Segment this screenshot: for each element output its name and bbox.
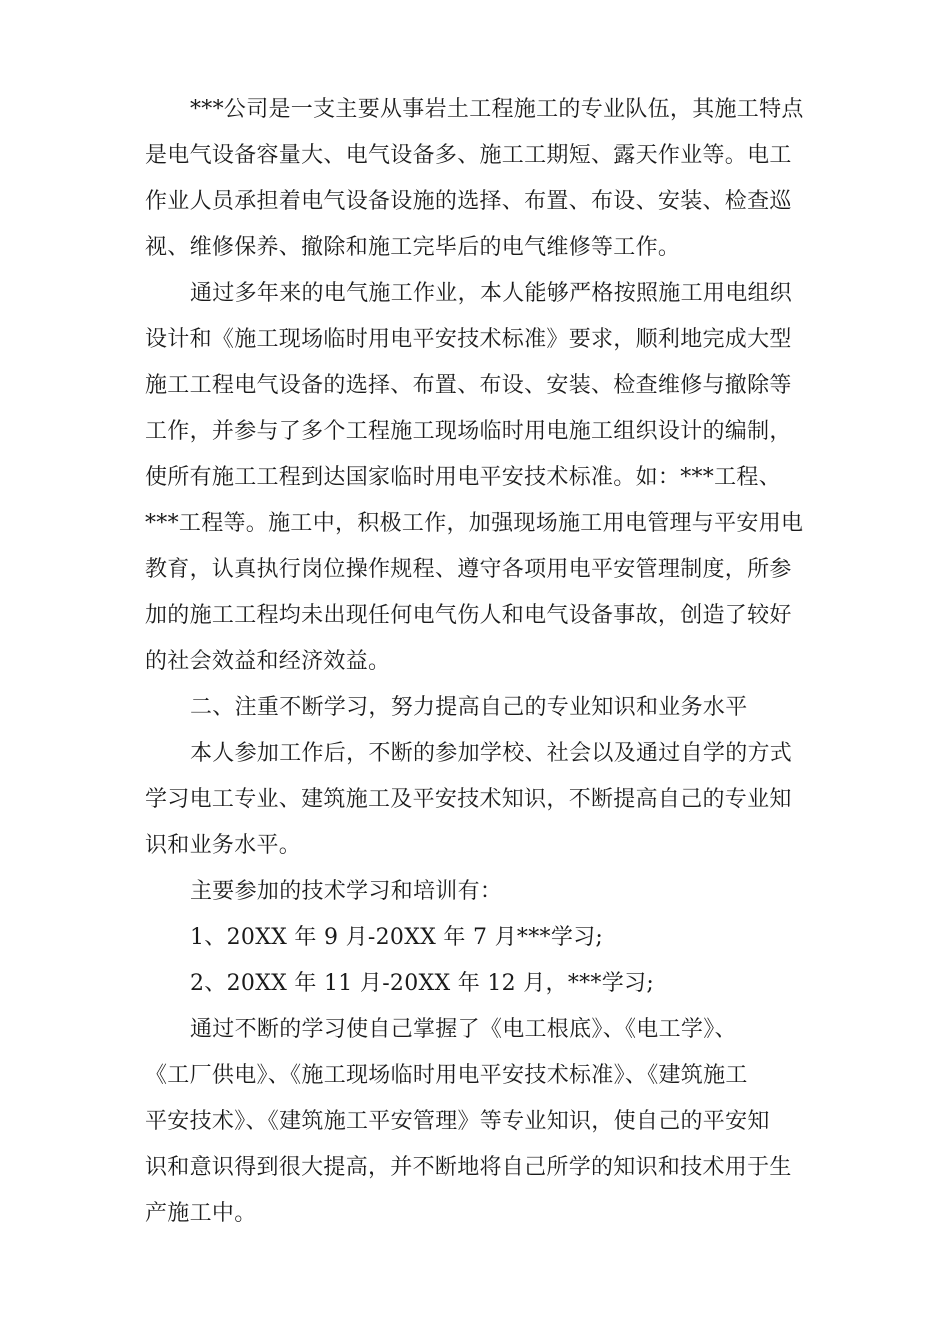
text-line: 的社会效益和经济效益。 (145, 649, 391, 674)
text-line: 通过多年来的电气施工作业，本人能够严格按照施工用电组织 (190, 281, 793, 306)
text-line: 教育，认真执行岗位操作规程、遵守各项用电平安管理制度，所参 (145, 557, 792, 582)
list-item: 1、20XX 年 9 月-20XX 年 7 月***学习; (190, 925, 604, 950)
text-line: 使所有施工工程到达国家临时用电平安技术标准。如：***工程、 (145, 465, 782, 490)
text-line: 加的施工工程均未出现任何电气伤人和电气设备事故，创造了较好 (145, 603, 792, 628)
text-line: 工作，并参与了多个工程施工现场临时用电施工组织设计的编制， (145, 419, 792, 444)
text-line: 施工工程电气设备的选择、布置、布设、安装、检查维修与撤除等 (145, 373, 792, 398)
text-line: 是电气设备容量大、电气设备多、施工工期短、露天作业等。电工 (145, 143, 792, 168)
text-line: ***公司是一支主要从事岩土工程施工的专业队伍，其施工特点 (190, 97, 804, 122)
text-line: 识和业务水平。 (145, 833, 302, 858)
text-line: 《工厂供电》、《施工现场临时用电平安技术标准》、《建筑施工 (145, 1063, 748, 1088)
text-line: 主要参加的技术学习和培训有： (190, 879, 503, 904)
text-line: 设计和《施工现场临时用电平安技术标准》要求，顺利地完成大型 (145, 327, 792, 352)
text-line: 通过不断的学习使自己掌握了《电工根底》、《电工学》、 (190, 1017, 737, 1042)
text-line: 学习电工专业、建筑施工及平安技术知识，不断提高自己的专业知 (145, 787, 792, 812)
text-line: ***工程等。施工中，积极工作，加强现场施工用电管理与平安用电 (145, 511, 804, 536)
section-heading: 二、注重不断学习，努力提高自己的专业知识和业务水平 (190, 695, 748, 720)
text-line: 产施工中。 (145, 1201, 257, 1226)
text-line: 本人参加工作后，不断的参加学校、社会以及通过自学的方式 (190, 741, 793, 766)
text-line: 视、维修保养、撤除和施工完毕后的电气维修等工作。 (145, 235, 681, 260)
text-line: 作业人员承担着电气设备设施的选择、布置、布设、安装、检查巡 (145, 189, 792, 214)
text-line: 平安技术》、《建筑施工平安管理》等专业知识，使自己的平安知 (145, 1109, 770, 1134)
text-line: 识和意识得到很大提高，并不断地将自己所学的知识和技术用于生 (145, 1155, 792, 1180)
list-item: 2、20XX 年 11 月-20XX 年 12 月，***学习; (190, 971, 655, 996)
